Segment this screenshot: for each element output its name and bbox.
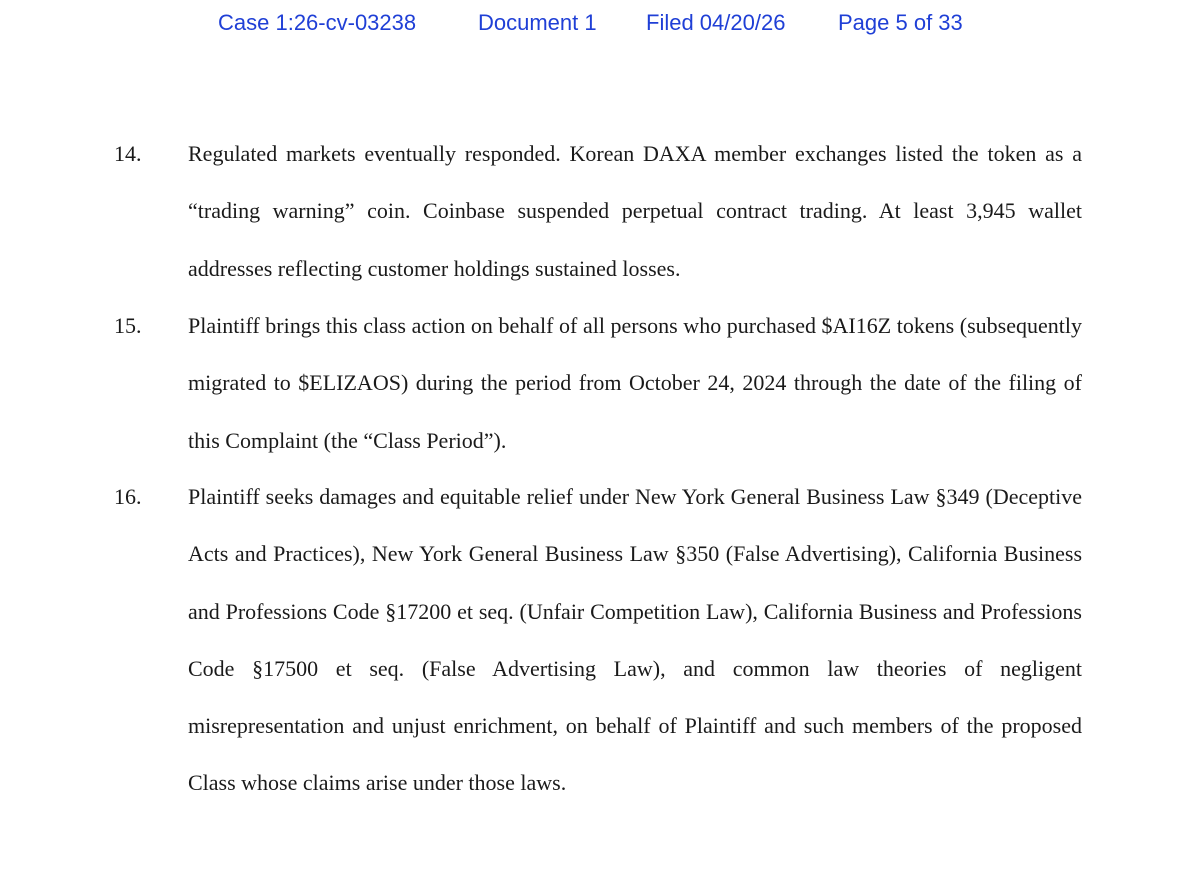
paragraph-text: Plaintiff seeks damages and equitable relief under New York General Business Law §349 (Deceptive Acts and Practices), New York General Business Law §350 (False Advertising), California Business and Professions Code §17200 et seq. (Unfair Competition Law), California Business and Professions Code §17500 et seq. (False Advertising Law), and common law theories of negligent misrepresentation and unjust enrichment, on behalf of Plaintiff and such members of the proposed Class whose claims arise under those laws. [188,484,1082,796]
case-number: Case 1:26-cv-03238 [218,10,417,35]
filing-header [0,10,1199,44]
paragraph-number: 14. [114,141,142,166]
paragraph-text: Plaintiff brings this class action on behalf of all persons who purchased $AI16Z tokens (subsequently migrated to $ELIZAOS) during the period from October 24, 2024 through the date of the filing of this Complaint (the “Class Period”). [188,313,1082,453]
paragraph-text: Regulated markets eventually responded. Korean DAXA member exchanges listed the token as a “trading warning” coin. Coinbase suspended perpetual contract trading. At least 3,945 wallet addresses reflecting customer holdings sustained losses. [188,141,1082,281]
document-number: Document 1 [478,10,597,35]
paragraph-number: 16. [114,484,142,509]
paragraph-number: 15. [114,313,142,338]
page-indicator: Page 5 of 33 [838,10,963,35]
filed-date: Filed 04/20/26 [646,10,786,35]
